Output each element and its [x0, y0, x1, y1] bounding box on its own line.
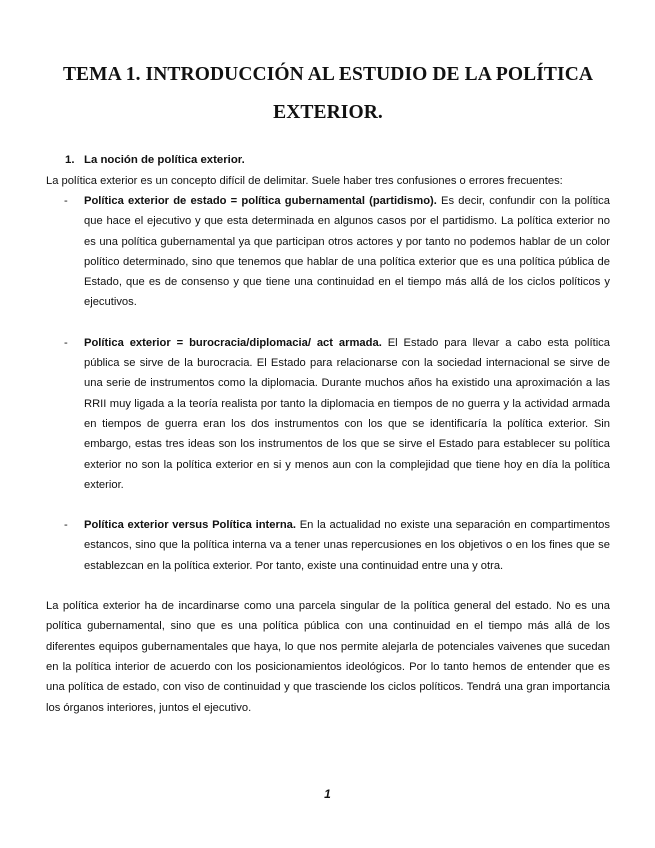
bullet-bold-lead: Política exterior versus Política interna.	[84, 519, 296, 532]
bullet-dash: -	[64, 519, 68, 532]
list-item	[46, 515, 610, 576]
intro-paragraph: La política exterior es un concepto difícil de delimitar. Suele haber tres confusiones o errores frecuentes:	[46, 175, 563, 187]
bullet-text: En la actualidad no existe una separación en compartimentos estancos, sino que la política interna va a tener unas repercusiones en los objetivos o en los fines que se establezcan en la política exterior. Por tanto, existe una continuidad entre una y otra.	[84, 519, 610, 572]
bullet-bold-lead: Política exterior = burocracia/diplomacia/ act armada.	[84, 336, 382, 349]
closing-paragraph: La política exterior ha de incardinarse como una parcela singular de la política general del estado. No es una política gubernamental, sino que es una política pública con una continuidad en el tiempo más allá de los diferentes equipos gubernamentales que haya, lo que nos permite alejarla de potenciales vaivenes que sucedan en la política interior de acuerdo con los posicionamientos ideológicos. Por lo tanto hemos de entender que es una política de estado, con viso de continuidad y que trasciende los ciclos políticos. Tendrá una gran importancia los órganos interiores, juntos el ejecutivo.	[46, 600, 610, 714]
bullet-dash: -	[64, 336, 68, 349]
section-heading-text: La noción de política exterior.	[84, 154, 245, 166]
bullet-bold-lead: Política exterior de estado = política gubernamental (partidismo).	[84, 195, 437, 207]
bullet-text: Es decir, confundir con la política que hace el ejecutivo y que esta determinada en algunos casos por el partidismo. La política exterior no es una política gubernamental ya que participan otros actores y por tanto no podemos hablar de un color político determinado, sino que tenemos que hablar de una política exterior que es una política pública de Estado, que es de consenso y que tiene una continuidad en el tiempo más allá de los ciclos políticos y ejecutivos.	[84, 195, 610, 309]
bullet-text: El Estado para llevar a cabo esta política pública se sirve de la burocracia. El Estado para relacionarse con la sociedad internacional se sirve de una serie de instrumentos como la diplomacia. Durante muchos años ha existido una aproximación a las RRII muy ligada a la teoría realista por tanto la diplomacia en tiempos de no guerra y la actividad armada en tiempos de guerra eran los dos instrumentos con los que se identificaría la política exterior. Sin embargo, estas tres ideas son los instrumentos de los que se sirve el Estado para establecer su política exterior no son la política exterior en si y menos aun con la complejidad que tiene hoy en día la política exterior.	[84, 336, 610, 491]
confusions-list	[46, 191, 610, 576]
list-item	[46, 333, 610, 495]
section-number: 1.	[65, 154, 75, 166]
section-heading	[46, 152, 610, 169]
document-title: TEMA 1. INTRODUCCIÓN AL ESTUDIO DE LA POLÍTICA EXTERIOR.	[62, 64, 594, 123]
bullet-dash: -	[64, 195, 68, 207]
list-item	[46, 191, 610, 313]
page-number: 1	[324, 787, 331, 801]
